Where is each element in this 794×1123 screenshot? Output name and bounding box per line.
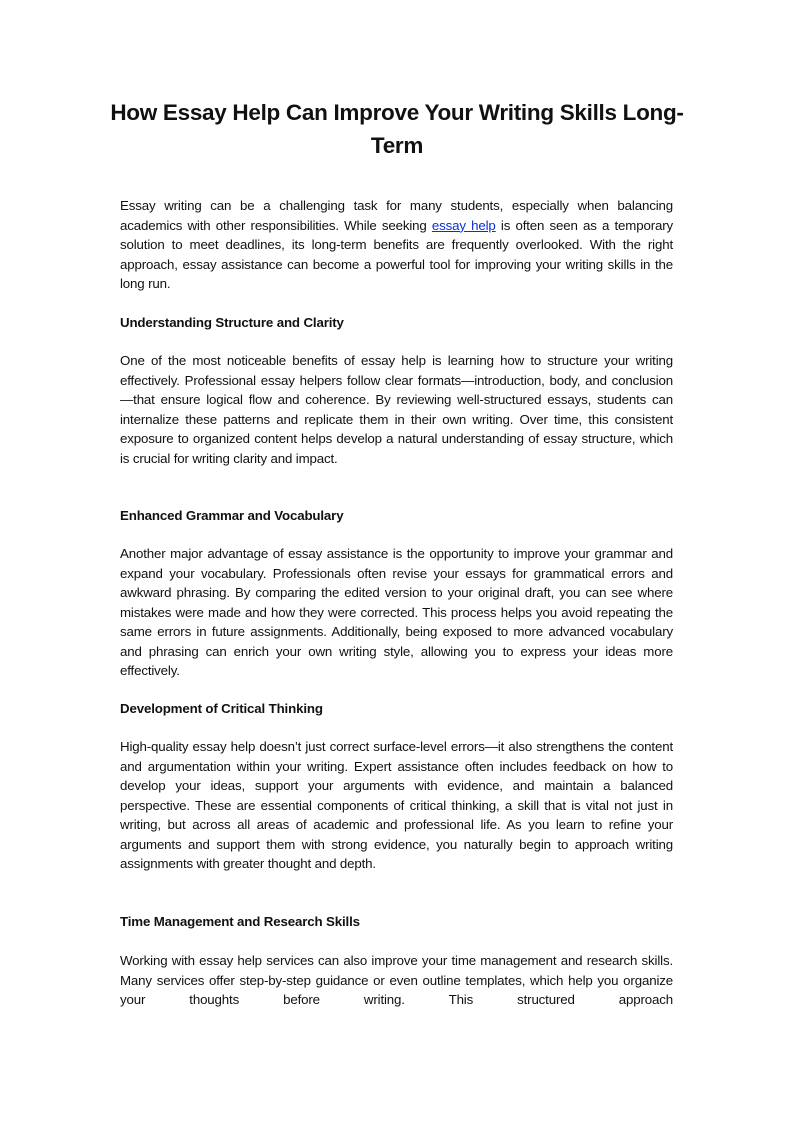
intro-text: Essay writing can be a challenging task for many students, especially when balancing academics with other responsibilities. While seeking <box>120 198 673 233</box>
section-heading: Enhanced Grammar and Vocabulary <box>120 508 344 523</box>
intro-text-cont: is often seen as a temporary solution to meet deadlines, its long-term benefits are frequently overlooked. With the right approach, essay assistance can become a powerful tool for improving your writing skills in the long run. <box>120 217 673 291</box>
section-paragraph: Working with essay help services can also improve your time management and research skills. Many services offer step-by-step guidance or even outline templates, which help you organize your thoughts before writing. This structured approach <box>120 953 673 1007</box>
section-heading: Development of Critical Thinking <box>120 701 323 716</box>
section-paragraph: High-quality essay help doesn’t just correct surface-level errors—it also strengthens the content and argumentation within your writing. Expert assistance often includes feedback on how to develop your ideas, support your arguments with evidence, and maintain a balanced perspective. These are essential components of critical thinking, a skill that is vital not just in writing, but across all areas of academic and professional life. As you learn to refine your arguments and support them with strong evidence, you naturally begin to approach writing assignments with greater thought and depth. <box>120 739 673 871</box>
intro-paragraph <box>120 196 673 294</box>
section-heading: Understanding Structure and Clarity <box>120 315 344 330</box>
section-paragraph: One of the most noticeable benefits of essay help is learning how to structure your writing effectively. Professional essay helpers follow clear formats—introduction, body, and conclusion—that ensure logical flow and coherence. By reviewing well-structured essays, students can internalize these patterns and replicate them in their own writing. Over time, this consistent exposure to organized content helps develop a natural understanding of essay structure, which is crucial for writing clarity and impact. <box>120 353 673 466</box>
section-paragraph: Another major advantage of essay assistance is the opportunity to improve your grammar and expand your vocabulary. Professionals often revise your essays for grammatical errors and awkward phrasing. By comparing the edited version to your original draft, you can see where mistakes were made and how they were corrected. This process helps you avoid repeating the same errors in future assignments. Additionally, being exposed to more advanced vocabulary and phrasing can enrich your own writing style, allowing you to express your ideas more effectively. <box>120 546 673 678</box>
essay-help-link[interactable]: essay help <box>431 217 496 233</box>
section-heading: Time Management and Research Skills <box>120 914 360 929</box>
document-title: How Essay Help Can Improve Your Writing Skills Long-Term <box>110 100 684 158</box>
